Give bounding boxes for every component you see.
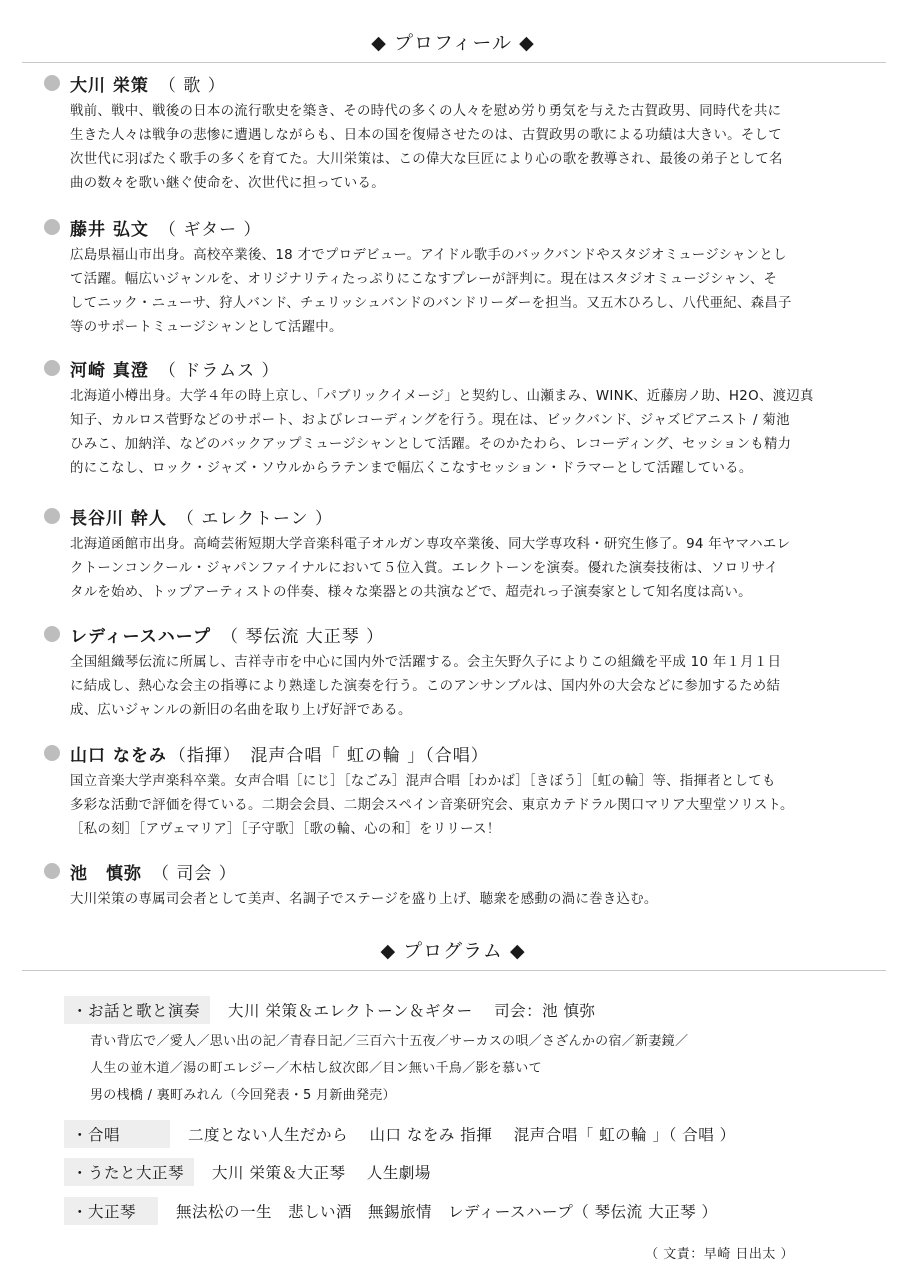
profile-name: 大川 栄策 [70,75,149,96]
song-list [90,1028,864,1109]
profile-role: （ エレクトーン ） [176,508,334,529]
bio-line: 成、広いジャンルの新旧の名曲を取り上げ好評である。 [70,703,412,718]
profile-header [44,214,864,240]
program-divider [22,970,886,971]
bullet-icon [44,626,60,642]
profile-header [44,740,864,766]
bio-line: 北海道小樽出身。大学４年の時上京し、「パブリックイメージ」と契約し、山瀬まみ、WINK、近藤房ノ助、H2O、渡辺真 [70,389,814,404]
profile-header [44,70,864,96]
bullet-icon [44,863,60,879]
program-desc: 大川 栄策＆大正琴 人生劇場 [212,1164,431,1182]
credit-line: （ 文責：早崎 日出太 ） [645,1247,794,1262]
bio-line: クトーンコンクール・ジャパンファイナルにおいて５位入賞。エレクトーンを演奏。優れた演奏技術は、ソロリサイ [70,561,779,576]
profile-role: （ ドラムス ） [158,360,280,381]
program-label: ・大正琴 [64,1197,158,1225]
profile-bio [70,888,864,912]
program-row [64,1197,864,1225]
profile-name: 長谷川 幹人 [70,508,167,529]
bio-line: 知子、カルロス菅野などのサポート、およびレコーディングを行う。現在は、ビックバンド、ジャズピアニスト / 菊池 [70,413,790,428]
bio-line: してニック・ニューサ、狩人バンド、チェリッシュバンドのバンドリーダーを担当。又五木ひろし、八代亜紀、森昌子 [70,296,792,311]
program-label: ・合唱 [64,1120,170,1148]
bio-line: 国立音楽大学声楽科卒業。女声合唱［にじ］［なごみ］混声合唱［わかば］［きぼう］［虹の輪］等、指揮者としても [70,774,776,789]
profile-role: （ 琴伝流 大正琴 ） [220,626,385,647]
profile-name: 河崎 真澄 [70,360,149,381]
profile-bio [70,770,864,842]
program-item-song-koto [64,1158,864,1186]
bullet-icon [44,75,60,91]
profile-name: レディースハープ [70,626,211,647]
bio-line: 大川栄策の専属司会者として美声、名調子でステージを盛り上げ、聴衆を感動の渦に巻き込む。 [70,892,658,907]
bio-line: 戦前、戦中、戦後の日本の流行歌史を築き、その時代の多くの人々を慰め労り勇気を与えた古賀政男、同時代を共に [70,104,782,119]
bio-line: て活躍。幅広いジャンルを、オリジナリティたっぷりにこなすプレーが評判に。現在はスタジオミュージシャン、そ [70,272,778,287]
song-line: 人生の並木道／湯の町エレジー／木枯し紋次郎／目ン無い千鳥／影を慕いて [90,1061,542,1076]
bio-line: ひみこ、加納洋、などのバックアップミュージシャンとして活躍。そのかたわら、レコーディング、セッションも精力 [70,437,792,452]
program-item-koto [64,1197,864,1225]
profile-heading: ◆ プロフィール ◆ [371,32,535,54]
profile-header [44,355,864,381]
profile-hasegawa [44,503,864,605]
bullet-icon [44,360,60,376]
bio-line: 等のサポートミュージシャンとして活躍中。 [70,320,343,335]
profile-yamaguchi [44,740,864,842]
bio-line: 北海道函館市出身。高崎芸術短期大学音楽科電子オルガン専攻卒業後、同大学専攻科・研究生修了。94 年ヤマハエレ [70,537,791,552]
bio-line: に結成し、熱心な会主の指導により熟達した演奏を行う。このアンサンブルは、国内外の大会などに参加するため結 [70,679,781,694]
program-heading: ◆ プログラム ◆ [380,940,526,962]
bullet-icon [44,745,60,761]
program-desc: 大川 栄策＆エレクトーン＆ギター 司会：池 慎弥 [228,1002,596,1020]
bio-line: 曲の数々を歌い継ぐ使命を、次世代に担っている。 [70,176,385,191]
bio-line: 多彩な活動で評価を得ている。二期会会員、二期会スペイン音楽研究会、東京カテドラル関口マリア大聖堂ソリスト。 [70,798,794,813]
profile-header [44,858,864,884]
profile-divider [22,62,886,63]
program-desc: 無法松の一生 悲しい酒 無錫旅情 レディースハープ（ 琴伝流 大正琴 ） [176,1203,718,1221]
program-row [64,1120,864,1148]
bio-line: 生きた人々は戦争の悲惨に遭遇しながらも、日本の国を復帰させたのは、古賀政男の歌による功績は大きい。そして [70,128,782,143]
program-item-talk [64,996,864,1109]
song-line: 男の桟橋 / 裏町みれん（今回発表・5 月新曲発売） [90,1088,396,1103]
song-line: 青い背広で／愛人／思い出の記／青春日記／三百六十五夜／サーカスの唄／さざんかの宿／新妻鏡／ [90,1034,689,1049]
profile-header [44,503,864,529]
program-label: ・うたと大正琴 [64,1158,194,1186]
profile-ladies-harp [44,621,864,723]
bullet-icon [44,508,60,524]
profile-role: （ ギター ） [158,219,262,240]
program-item-chorus [64,1120,864,1148]
profile-role: （指揮） 混声合唱「 虹の輪 」（合唱） [168,745,489,766]
profile-role: （ 司会 ） [152,863,237,884]
bio-line: タルを始め、トップアーティストの伴奏、様々な楽器との共演などで、超売れっ子演奏家として知名度は高い。 [70,585,752,600]
profile-kawasaki [44,355,864,481]
profile-name: 山口 なをみ [70,745,167,766]
bio-line: 広島県福山市出身。高校卒業後、18 才でプロデビュー。アイドル歌手のバックバンドやスタジオミュージシャンとし [70,248,787,263]
profile-bio [70,651,864,723]
program-row [64,996,864,1024]
profile-ookawa [44,70,864,196]
profile-header [44,621,864,647]
profile-bio [70,385,864,481]
bio-line: ［私の刻］［アヴェマリア］［子守歌］［歌の輪、心の和］をリリース！ [70,822,501,837]
bio-line: 的にこなし、ロック・ジャズ・ソウルからラテンまで幅広くこなすセッション・ドラマーとして活躍している。 [70,461,753,476]
profile-name: 池 慎弥 [70,863,142,884]
profile-bio [70,100,864,196]
profile-name: 藤井 弘文 [70,219,149,240]
bullet-icon [44,219,60,235]
profile-role: （ 歌 ） [158,75,226,96]
program-desc: 二度とない人生だから 山口 なをみ 指揮 混声合唱「 虹の輪 」（ 合唱 ） [188,1126,736,1144]
bio-line: 次世代に羽ばたく歌手の多くを育てた。大川栄策は、この偉大な巨匠により心の歌を教導され、最後の弟子として名 [70,152,783,167]
bio-line: 全国組織琴伝流に所属し、吉祥寺市を中心に国内外で活躍する。会主矢野久子によりこの組織を平成 10 年１月１日 [70,655,782,670]
profile-bio [70,533,864,605]
profile-fujii [44,214,864,340]
profile-ike [44,858,864,912]
program-row [64,1158,864,1186]
profile-bio [70,244,864,340]
program-label: ・お話と歌と演奏 [64,996,210,1024]
